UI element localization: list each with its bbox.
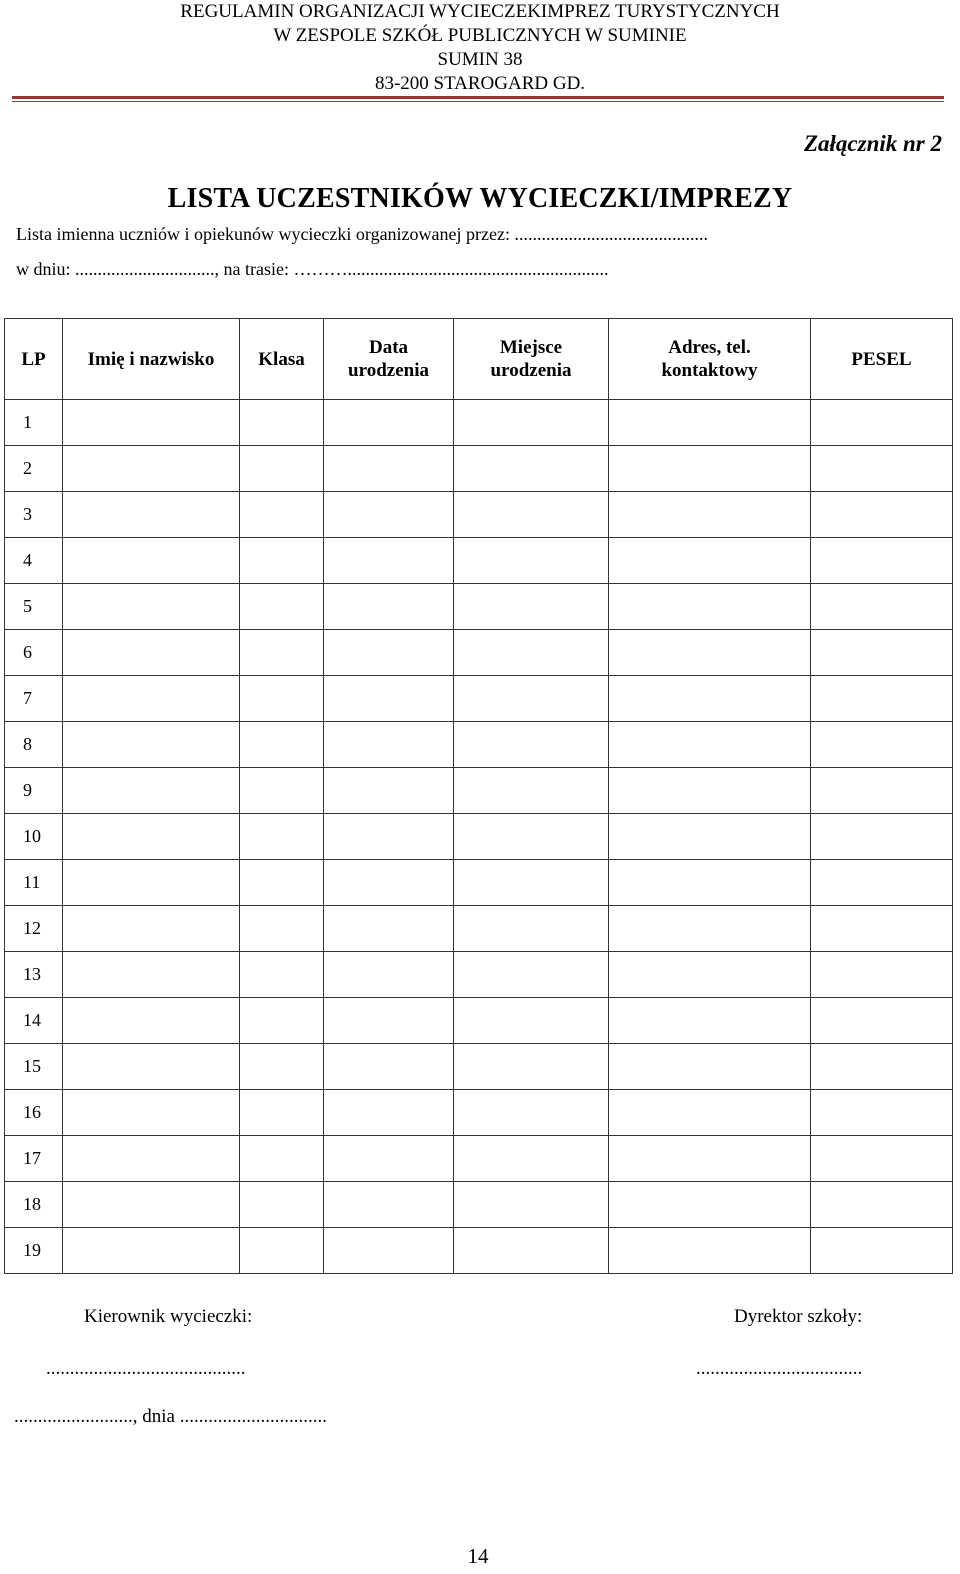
blank-cell[interactable] bbox=[811, 1136, 953, 1182]
blank-cell[interactable] bbox=[240, 446, 324, 492]
row-number: 13 bbox=[5, 952, 63, 998]
table-row bbox=[5, 998, 953, 1044]
row-number: 2 bbox=[5, 446, 63, 492]
blank-cell[interactable] bbox=[324, 998, 454, 1044]
blank-cell[interactable] bbox=[240, 814, 324, 860]
blank-cell[interactable] bbox=[811, 860, 953, 906]
blank-cell[interactable] bbox=[324, 722, 454, 768]
blank-cell[interactable] bbox=[811, 1228, 953, 1274]
column-header-name: Imię i nazwisko bbox=[63, 319, 240, 400]
blank-cell[interactable] bbox=[324, 860, 454, 906]
blank-cell[interactable] bbox=[609, 492, 811, 538]
blank-cell[interactable] bbox=[63, 906, 240, 952]
document-header bbox=[0, 0, 960, 96]
blank-cell[interactable] bbox=[609, 860, 811, 906]
column-header-lp: LP bbox=[5, 319, 63, 400]
blank-cell[interactable] bbox=[240, 584, 324, 630]
blank-cell[interactable] bbox=[454, 814, 609, 860]
blank-cell[interactable] bbox=[609, 1228, 811, 1274]
blank-cell[interactable] bbox=[324, 492, 454, 538]
blank-cell[interactable] bbox=[811, 998, 953, 1044]
blank-cell[interactable] bbox=[454, 860, 609, 906]
blank-cell[interactable] bbox=[454, 1182, 609, 1228]
blank-cell[interactable] bbox=[454, 952, 609, 998]
blank-cell[interactable] bbox=[324, 1090, 454, 1136]
blank-cell[interactable] bbox=[609, 1044, 811, 1090]
row-number: 12 bbox=[5, 906, 63, 952]
blank-cell[interactable] bbox=[811, 906, 953, 952]
blank-cell[interactable] bbox=[454, 446, 609, 492]
table-row bbox=[5, 584, 953, 630]
blank-cell[interactable] bbox=[324, 768, 454, 814]
table-row bbox=[5, 1228, 953, 1274]
blank-cell[interactable] bbox=[454, 1136, 609, 1182]
blank-cell[interactable] bbox=[609, 952, 811, 998]
blank-cell[interactable] bbox=[324, 630, 454, 676]
blank-cell[interactable] bbox=[609, 906, 811, 952]
blank-cell[interactable] bbox=[63, 1228, 240, 1274]
page-number: 14 bbox=[467, 1544, 489, 1568]
blank-cell[interactable] bbox=[609, 630, 811, 676]
blank-cell[interactable] bbox=[811, 492, 953, 538]
blank-cell[interactable] bbox=[324, 1136, 454, 1182]
blank-cell[interactable] bbox=[811, 584, 953, 630]
blank-cell[interactable] bbox=[609, 676, 811, 722]
blank-cell[interactable] bbox=[63, 860, 240, 906]
blank-cell[interactable] bbox=[811, 1182, 953, 1228]
blank-cell[interactable] bbox=[240, 1044, 324, 1090]
blank-cell[interactable] bbox=[811, 722, 953, 768]
table-row bbox=[5, 630, 953, 676]
blank-cell[interactable] bbox=[240, 1136, 324, 1182]
blank-cell[interactable] bbox=[609, 584, 811, 630]
blank-cell[interactable] bbox=[240, 538, 324, 584]
blank-cell[interactable] bbox=[609, 1136, 811, 1182]
row-number: 11 bbox=[5, 860, 63, 906]
participants-table bbox=[4, 318, 953, 1274]
blank-cell[interactable] bbox=[63, 584, 240, 630]
table-row bbox=[5, 1136, 953, 1182]
row-number: 5 bbox=[5, 584, 63, 630]
blank-cell[interactable] bbox=[63, 722, 240, 768]
blank-cell[interactable] bbox=[324, 814, 454, 860]
table-row bbox=[5, 906, 953, 952]
blank-cell[interactable] bbox=[609, 814, 811, 860]
blank-cell[interactable] bbox=[63, 492, 240, 538]
blank-cell[interactable] bbox=[454, 492, 609, 538]
blank-cell[interactable] bbox=[454, 722, 609, 768]
column-header-birth-place: Miejsce urodzenia bbox=[454, 319, 609, 400]
blank-cell[interactable] bbox=[240, 400, 324, 446]
table-row bbox=[5, 446, 953, 492]
blank-cell[interactable] bbox=[63, 1136, 240, 1182]
blank-cell[interactable] bbox=[324, 400, 454, 446]
row-number: 17 bbox=[5, 1136, 63, 1182]
blank-cell[interactable] bbox=[454, 676, 609, 722]
blank-cell[interactable] bbox=[240, 860, 324, 906]
row-number: 9 bbox=[5, 768, 63, 814]
blank-cell[interactable] bbox=[811, 676, 953, 722]
page-title: LISTA UCZESTNIKÓW WYCIECZKI/IMPREZY bbox=[167, 183, 793, 214]
row-number: 7 bbox=[5, 676, 63, 722]
row-number: 4 bbox=[5, 538, 63, 584]
header-rule-thin bbox=[12, 101, 944, 102]
table-row bbox=[5, 676, 953, 722]
blank-cell[interactable] bbox=[63, 814, 240, 860]
blank-cell[interactable] bbox=[240, 1228, 324, 1274]
blank-cell[interactable] bbox=[63, 998, 240, 1044]
blank-cell[interactable] bbox=[811, 538, 953, 584]
column-header-class: Klasa bbox=[240, 319, 324, 400]
leader-label: Kierownik wycieczki: bbox=[84, 1306, 253, 1327]
row-number: 19 bbox=[5, 1228, 63, 1274]
column-header-pesel: PESEL bbox=[811, 319, 953, 400]
blank-cell[interactable] bbox=[811, 768, 953, 814]
blank-cell[interactable] bbox=[811, 446, 953, 492]
blank-cell[interactable] bbox=[63, 768, 240, 814]
table-row bbox=[5, 952, 953, 998]
table-row bbox=[5, 768, 953, 814]
blank-cell[interactable] bbox=[609, 998, 811, 1044]
blank-cell[interactable] bbox=[609, 446, 811, 492]
blank-cell[interactable] bbox=[454, 584, 609, 630]
table-row bbox=[5, 722, 953, 768]
blank-cell[interactable] bbox=[63, 538, 240, 584]
blank-cell[interactable] bbox=[324, 1228, 454, 1274]
blank-cell[interactable] bbox=[324, 952, 454, 998]
blank-cell[interactable] bbox=[240, 952, 324, 998]
header-line-4: 83-200 STAROGARD GD. bbox=[374, 73, 586, 94]
row-number: 8 bbox=[5, 722, 63, 768]
director-signature-line: ................................... bbox=[696, 1358, 863, 1379]
blank-cell[interactable] bbox=[454, 906, 609, 952]
blank-cell[interactable] bbox=[454, 1090, 609, 1136]
blank-cell[interactable] bbox=[811, 630, 953, 676]
header-line-2: W ZESPOLE SZKÓŁ PUBLICZNYCH W SUMINIE bbox=[273, 25, 687, 46]
table-row bbox=[5, 492, 953, 538]
blank-cell[interactable] bbox=[454, 630, 609, 676]
table-row bbox=[5, 1044, 953, 1090]
blank-cell[interactable] bbox=[811, 814, 953, 860]
blank-cell[interactable] bbox=[609, 1090, 811, 1136]
column-header-birth-date: Data urodzenia bbox=[324, 319, 454, 400]
blank-cell[interactable] bbox=[324, 538, 454, 584]
blank-cell[interactable] bbox=[63, 952, 240, 998]
blank-cell[interactable] bbox=[324, 1044, 454, 1090]
intro-line-organizer: Lista imienna uczniów i opiekunów wycieczki organizowanej przez: ........................................... bbox=[16, 224, 708, 244]
blank-cell[interactable] bbox=[609, 722, 811, 768]
blank-cell[interactable] bbox=[324, 584, 454, 630]
blank-cell[interactable] bbox=[811, 1044, 953, 1090]
table-row bbox=[5, 538, 953, 584]
blank-cell[interactable] bbox=[63, 676, 240, 722]
row-number: 6 bbox=[5, 630, 63, 676]
table-row bbox=[5, 1090, 953, 1136]
row-number: 16 bbox=[5, 1090, 63, 1136]
header-line-3: SUMIN 38 bbox=[437, 49, 523, 70]
row-number: 3 bbox=[5, 492, 63, 538]
director-label: Dyrektor szkoły: bbox=[734, 1306, 863, 1327]
blank-cell[interactable] bbox=[63, 1044, 240, 1090]
blank-cell[interactable] bbox=[609, 768, 811, 814]
blank-cell[interactable] bbox=[240, 676, 324, 722]
table-header-row bbox=[5, 319, 953, 400]
header-rule-thick bbox=[12, 96, 944, 99]
blank-cell[interactable] bbox=[240, 1182, 324, 1228]
column-header-address: Adres, tel. kontaktowy bbox=[609, 319, 811, 400]
row-number: 15 bbox=[5, 1044, 63, 1090]
blank-cell[interactable] bbox=[63, 446, 240, 492]
blank-cell[interactable] bbox=[240, 906, 324, 952]
blank-cell[interactable] bbox=[454, 1228, 609, 1274]
blank-cell[interactable] bbox=[454, 768, 609, 814]
blank-cell[interactable] bbox=[240, 722, 324, 768]
blank-cell[interactable] bbox=[454, 400, 609, 446]
blank-cell[interactable] bbox=[240, 1090, 324, 1136]
place-date-line: ........................., dnia ............................... bbox=[14, 1406, 327, 1427]
blank-cell[interactable] bbox=[454, 998, 609, 1044]
blank-cell[interactable] bbox=[240, 768, 324, 814]
blank-cell[interactable] bbox=[811, 1090, 953, 1136]
intro-line-date-route: w dniu: ..............................., na trasie: ……….......................................................... bbox=[16, 259, 609, 279]
blank-cell[interactable] bbox=[240, 998, 324, 1044]
blank-cell[interactable] bbox=[811, 952, 953, 998]
blank-cell[interactable] bbox=[324, 906, 454, 952]
table-row bbox=[5, 814, 953, 860]
table-row bbox=[5, 1182, 953, 1228]
table-row bbox=[5, 400, 953, 446]
blank-cell[interactable] bbox=[609, 400, 811, 446]
blank-cell[interactable] bbox=[63, 630, 240, 676]
blank-cell[interactable] bbox=[63, 1182, 240, 1228]
blank-cell[interactable] bbox=[240, 492, 324, 538]
blank-cell[interactable] bbox=[454, 538, 609, 584]
blank-cell[interactable] bbox=[811, 400, 953, 446]
row-number: 14 bbox=[5, 998, 63, 1044]
blank-cell[interactable] bbox=[63, 1090, 240, 1136]
row-number: 1 bbox=[5, 400, 63, 446]
row-number: 18 bbox=[5, 1182, 63, 1228]
blank-cell[interactable] bbox=[609, 1182, 811, 1228]
attachment-label: Załącznik nr 2 bbox=[803, 131, 942, 156]
header-line-1: REGULAMIN ORGANIZACJI WYCIECZEKIMPREZ TURYSTYCZNYCH bbox=[180, 1, 780, 22]
blank-cell[interactable] bbox=[63, 400, 240, 446]
blank-cell[interactable] bbox=[324, 676, 454, 722]
blank-cell[interactable] bbox=[609, 538, 811, 584]
blank-cell[interactable] bbox=[240, 630, 324, 676]
table-row bbox=[5, 860, 953, 906]
blank-cell[interactable] bbox=[454, 1044, 609, 1090]
blank-cell[interactable] bbox=[324, 1182, 454, 1228]
row-number: 10 bbox=[5, 814, 63, 860]
leader-signature-line: .......................................... bbox=[46, 1358, 246, 1379]
blank-cell[interactable] bbox=[324, 446, 454, 492]
